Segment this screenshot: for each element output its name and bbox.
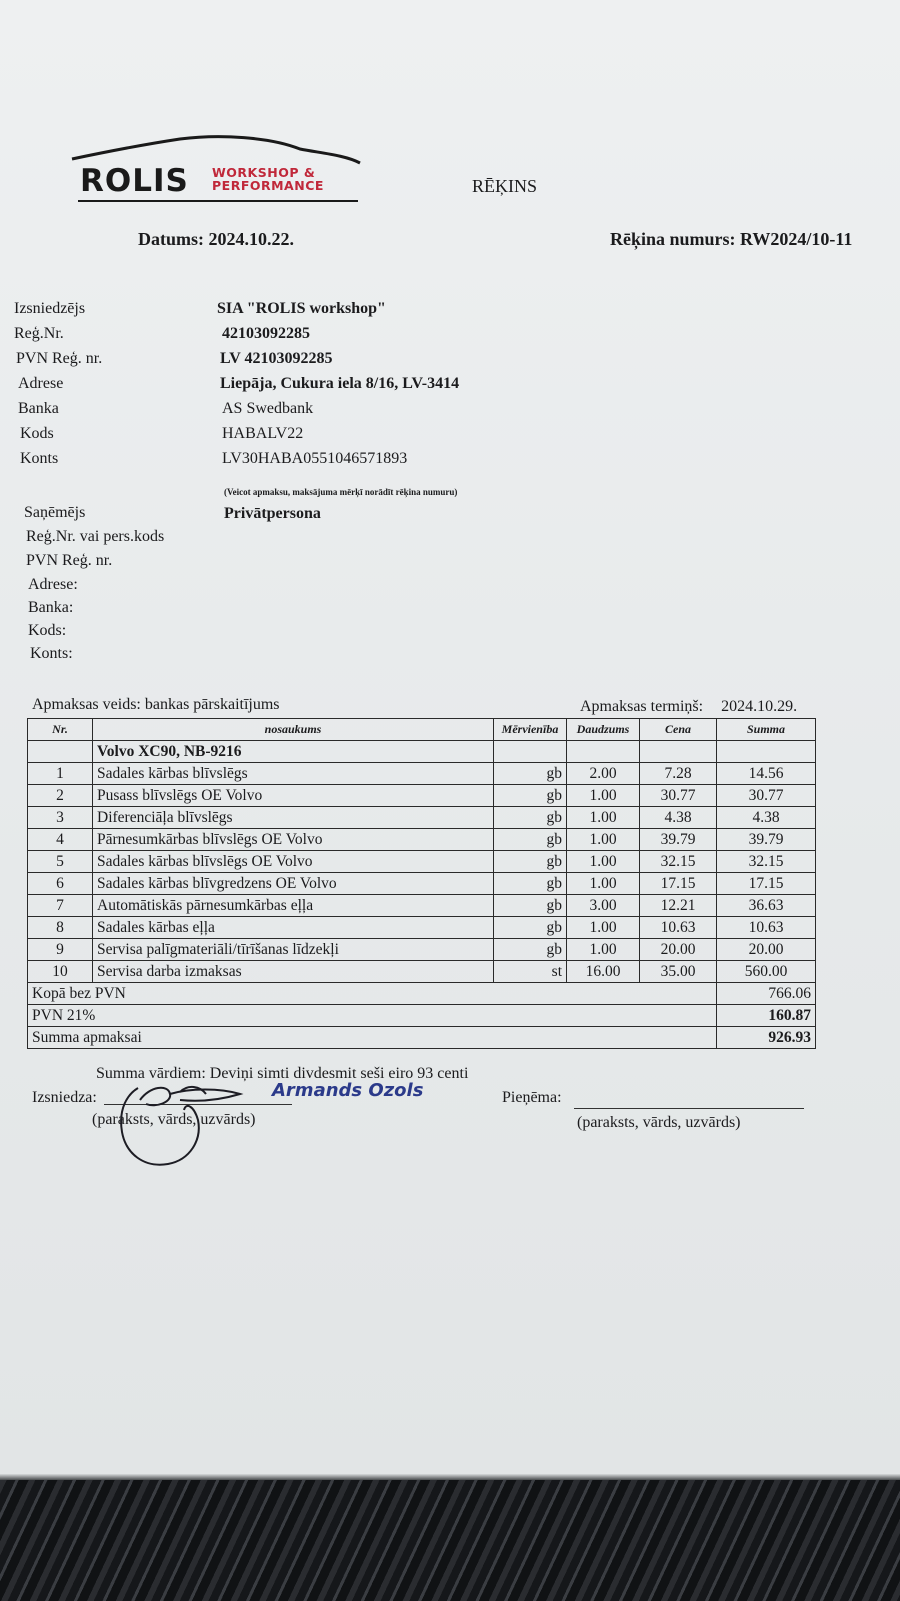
receiver-address-label: Adrese:: [28, 576, 78, 593]
amount-in-words: Summa vārdiem: Deviņi simti divdesmit seši eiro 93 centi: [96, 1065, 469, 1082]
table-row: [28, 895, 816, 917]
invoice-number: Rēķina numurs: RW2024/10-11: [610, 229, 853, 249]
row-name: Diferenciāļa blīvslēgs: [93, 807, 494, 829]
issuer-bank-label: Banka: [18, 400, 59, 417]
issuer-account-label: Konts: [20, 450, 59, 467]
issued-caption: (paraksts, vārds, uzvārds): [92, 1111, 256, 1128]
payment-purpose-note: (Veicot apmaksu, maksājuma mērķī norādīt rēķina numuru): [224, 487, 458, 497]
issuer-account: LV30HABA0551046571893: [222, 450, 408, 467]
header-name: nosaukums: [93, 719, 494, 741]
row-nr: 2: [28, 785, 93, 807]
receiver-code-label: Kods:: [28, 622, 67, 639]
total-row: [28, 983, 816, 1005]
received-caption: (paraksts, vārds, uzvārds): [577, 1114, 741, 1131]
receiver-vat-label: PVN Reģ. nr.: [26, 552, 113, 569]
row-sum: 36.63: [717, 895, 816, 917]
row-sum: 560.00: [717, 961, 816, 983]
row-nr: 7: [28, 895, 93, 917]
row-sum: 20.00: [717, 939, 816, 961]
row-unit: gb: [494, 917, 567, 939]
header-unit: Mērvienība: [494, 719, 567, 741]
row-qty: 1.00: [567, 851, 640, 873]
row-nr: 4: [28, 829, 93, 851]
row-price: 39.79: [640, 829, 717, 851]
row-unit: gb: [494, 829, 567, 851]
row-sum: 32.15: [717, 851, 816, 873]
row-price: 7.28: [640, 763, 717, 785]
vehicle-name: Volvo XC90, NB-9216: [93, 741, 494, 763]
received-by-label: Pieņēma:: [502, 1089, 562, 1106]
row-sum: 10.63: [717, 917, 816, 939]
total-label: PVN 21%: [28, 1005, 717, 1027]
issuer-name: SIA "ROLIS workshop": [217, 300, 386, 317]
issuer-bank: AS Swedbank: [222, 400, 314, 417]
issuer-vat-nr: LV 42103092285: [220, 350, 333, 367]
row-sum: 17.15: [717, 873, 816, 895]
row-price: 35.00: [640, 961, 717, 983]
issuer-code-label: Kods: [20, 425, 54, 442]
row-unit: st: [494, 961, 567, 983]
row-unit: gb: [494, 895, 567, 917]
issued-by-name: Armands Ozols: [272, 1080, 424, 1101]
receiver-label: Saņēmējs: [24, 504, 86, 521]
row-unit: gb: [494, 939, 567, 961]
table-row: [28, 873, 816, 895]
total-label: Summa apmaksai: [28, 1027, 717, 1049]
row-sum: 30.77: [717, 785, 816, 807]
row-qty: 3.00: [567, 895, 640, 917]
row-name: Sadales kārbas blīvslēgs OE Volvo: [93, 851, 494, 873]
issuer-code: HABALV22: [222, 425, 304, 442]
row-price: 10.63: [640, 917, 717, 939]
row-price: 12.21: [640, 895, 717, 917]
row-qty: 2.00: [567, 763, 640, 785]
row-unit: gb: [494, 807, 567, 829]
issuer-address: Liepāja, Cukura iela 8/16, LV-3414: [220, 375, 460, 392]
logo-wordmark: ROLIS: [80, 163, 189, 199]
row-qty: 16.00: [567, 961, 640, 983]
payment-method: Apmaksas veids: bankas pārskaitījums: [32, 696, 280, 713]
row-name: Sadales kārbas blīvslēgs: [93, 763, 494, 785]
row-name: Sadales kārbas eļļa: [93, 917, 494, 939]
background-floor: [0, 1480, 900, 1601]
row-nr: 1: [28, 763, 93, 785]
table-row: [28, 917, 816, 939]
payment-term-date: 2024.10.29.: [721, 698, 798, 715]
row-qty: 1.00: [567, 939, 640, 961]
row-unit: gb: [494, 763, 567, 785]
row-name: Servisa palīgmateriāli/tīrīšanas līdzekļi: [93, 939, 494, 961]
row-name: Automātiskās pārnesumkārbas eļļa: [93, 895, 494, 917]
issuer-label: Izsniedzējs: [14, 300, 86, 317]
total-value: 160.87: [717, 1005, 816, 1027]
total-label: Kopā bez PVN: [28, 983, 717, 1005]
vehicle-row: [28, 741, 816, 763]
row-qty: 1.00: [567, 873, 640, 895]
payment-term: [580, 698, 797, 716]
row-sum: 14.56: [717, 763, 816, 785]
row-unit: gb: [494, 873, 567, 895]
company-logo: [70, 135, 370, 210]
table-row: [28, 807, 816, 829]
total-row: [28, 1005, 816, 1027]
table-row: [28, 763, 816, 785]
table-row: [28, 829, 816, 851]
row-unit: gb: [494, 851, 567, 873]
received-signature-line: [574, 1108, 804, 1109]
receiver-account-label: Konts:: [30, 645, 73, 662]
row-price: 32.15: [640, 851, 717, 873]
receiver-bank-label: Banka:: [28, 599, 74, 616]
total-value: 766.06: [717, 983, 816, 1005]
row-nr: 9: [28, 939, 93, 961]
row-qty: 1.00: [567, 807, 640, 829]
row-qty: 1.00: [567, 829, 640, 851]
table-row: [28, 961, 816, 983]
issuer-reg-label: Reģ.Nr.: [14, 325, 64, 342]
total-row: [28, 1027, 816, 1049]
row-price: 4.38: [640, 807, 717, 829]
row-nr: 3: [28, 807, 93, 829]
payment-term-label: Apmaksas termiņš:: [580, 698, 704, 715]
invoice-date: Datums: 2024.10.22.: [138, 229, 294, 249]
receiver-reg-label: Reģ.Nr. vai pers.kods: [26, 528, 165, 545]
row-name: Pārnesumkārbas blīvslēgs OE Volvo: [93, 829, 494, 851]
row-price: 30.77: [640, 785, 717, 807]
table-row: [28, 939, 816, 961]
items-table: [27, 718, 816, 1049]
header-sum: Summa: [717, 719, 816, 741]
header-qty: Daudzums: [567, 719, 640, 741]
row-qty: 1.00: [567, 917, 640, 939]
receiver-name: Privātpersona: [224, 505, 321, 522]
row-sum: 4.38: [717, 807, 816, 829]
row-name: Sadales kārbas blīvgredzens OE Volvo: [93, 873, 494, 895]
handwritten-signature: [110, 1080, 260, 1180]
row-price: 20.00: [640, 939, 717, 961]
row-name: Pusass blīvslēgs OE Volvo: [93, 785, 494, 807]
row-unit: gb: [494, 785, 567, 807]
header-price: Cena: [640, 719, 717, 741]
table-header-row: [28, 719, 816, 741]
issued-by-label: Izsniedza:: [32, 1089, 97, 1106]
logo-tagline: WORKSHOP & PERFORMANCE: [212, 165, 324, 193]
issuer-address-label: Adrese: [18, 375, 64, 392]
row-nr: 8: [28, 917, 93, 939]
row-name: Servisa darba izmaksas: [93, 961, 494, 983]
row-nr: 10: [28, 961, 93, 983]
table-row: [28, 785, 816, 807]
total-value: 926.93: [717, 1027, 816, 1049]
issuer-reg-nr: 42103092285: [222, 325, 310, 342]
header-nr: Nr.: [28, 719, 93, 741]
row-qty: 1.00: [567, 785, 640, 807]
table-row: [28, 851, 816, 873]
row-price: 17.15: [640, 873, 717, 895]
row-nr: 5: [28, 851, 93, 873]
row-nr: 6: [28, 873, 93, 895]
document-title: RĒĶINS: [472, 176, 538, 196]
row-sum: 39.79: [717, 829, 816, 851]
issuer-vat-label: PVN Reģ. nr.: [16, 350, 103, 367]
